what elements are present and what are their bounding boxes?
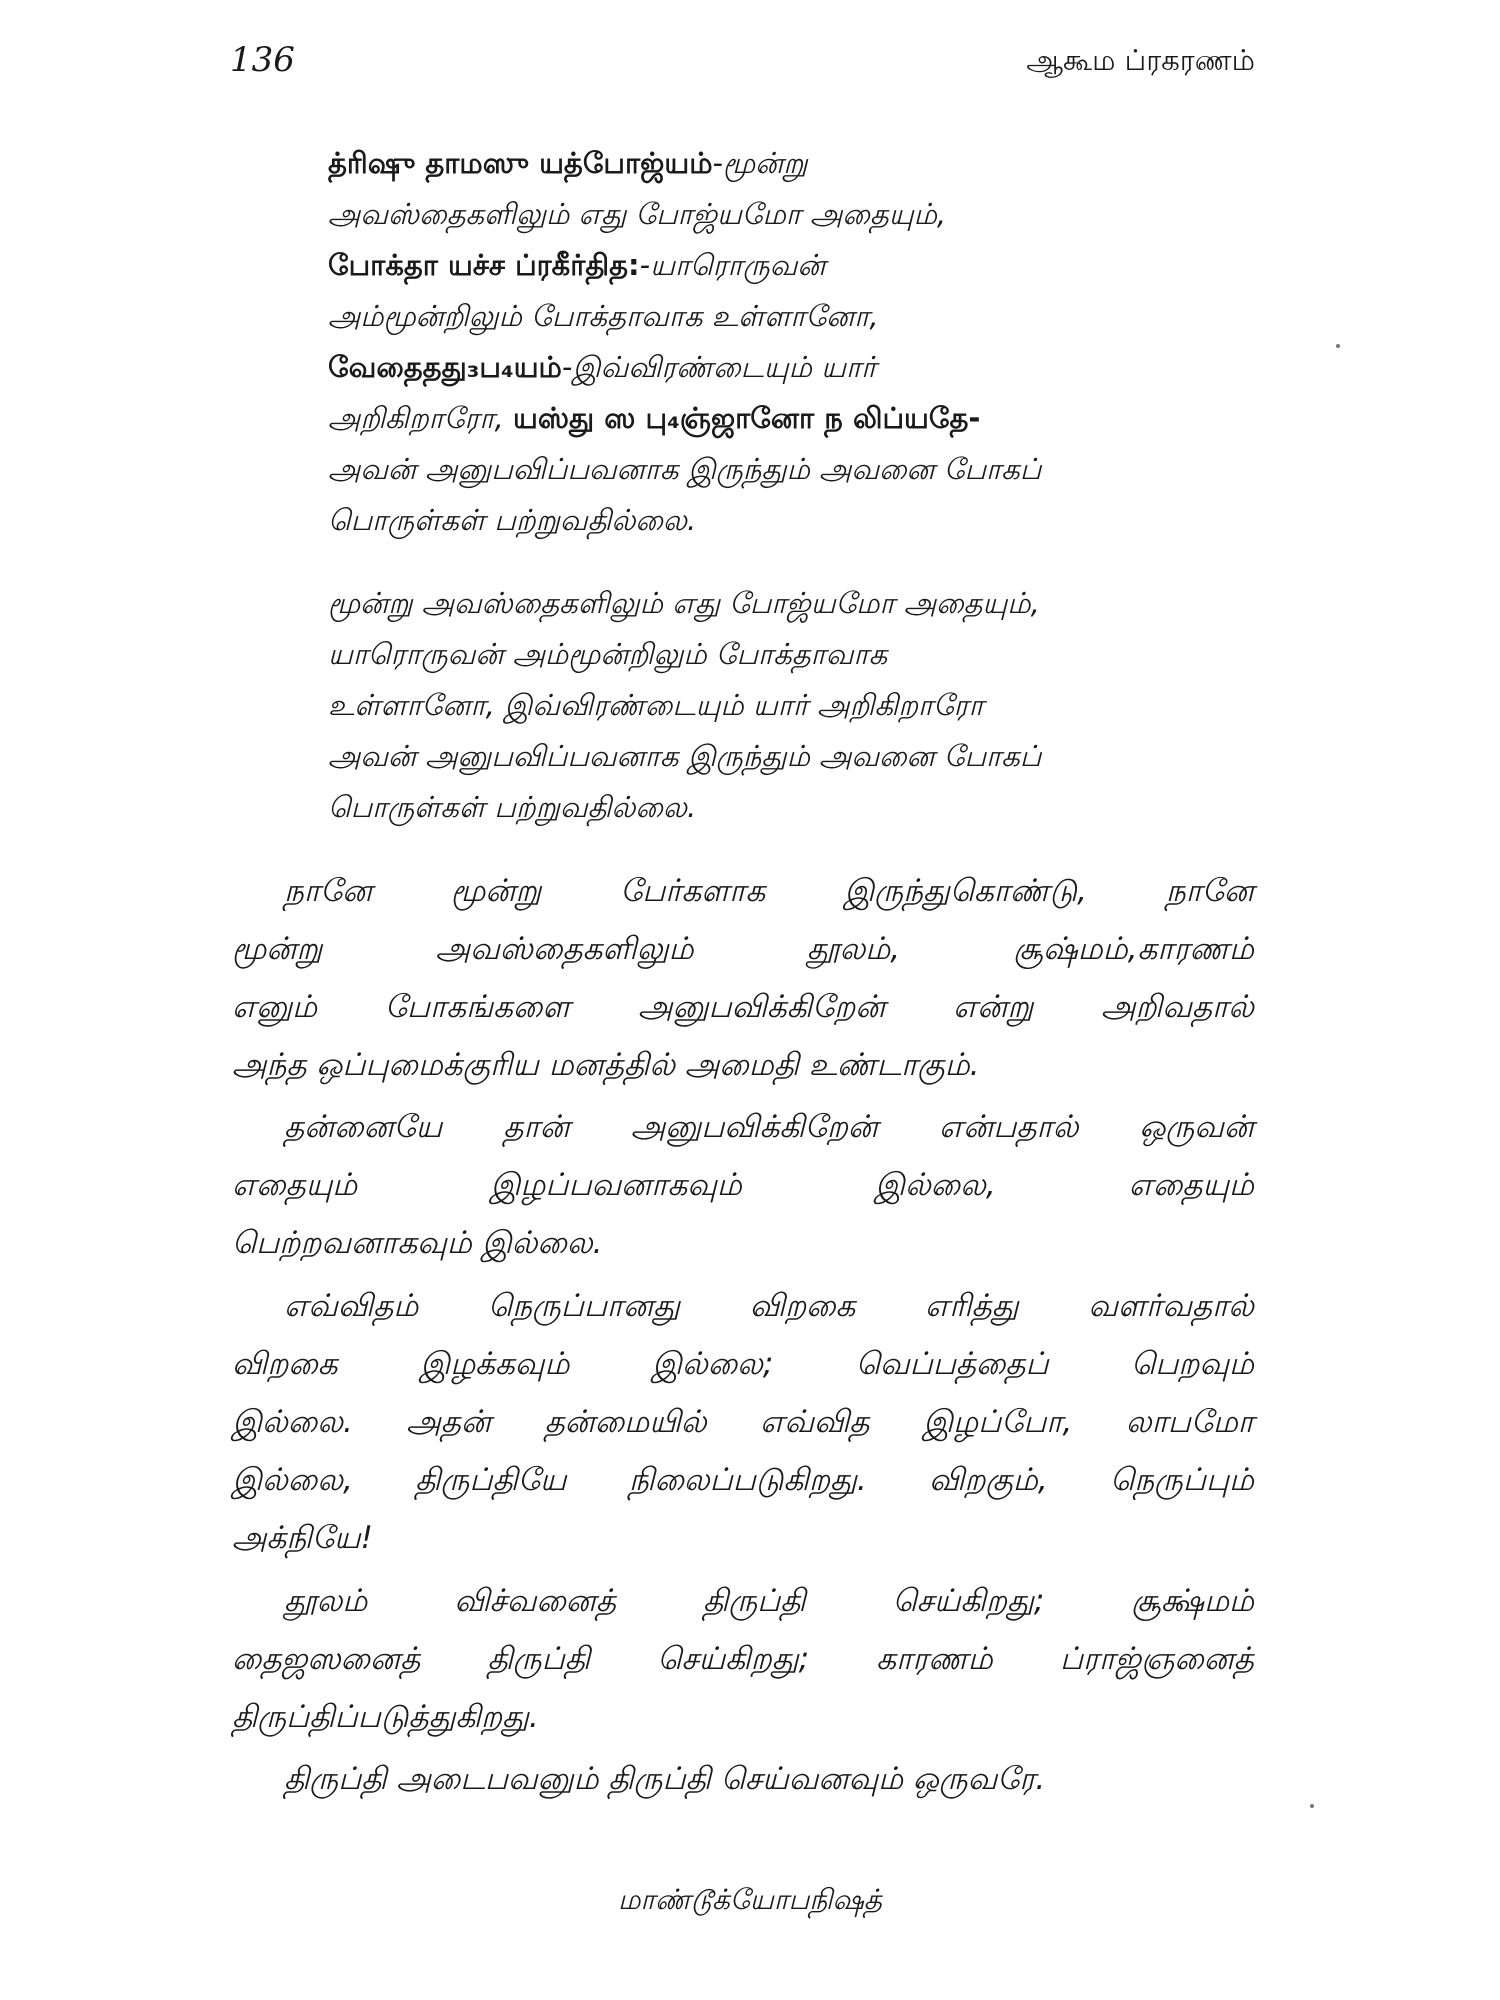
paragraph-4 bbox=[232, 1572, 1254, 1746]
tamil-gloss: அவன் அனுபவிப்பவனாக இருந்தும் அவனை போகப் bbox=[328, 452, 1042, 486]
commentary-line: அவன் அனுபவிப்பவனாக இருந்தும் அவனை போகப் bbox=[328, 739, 1042, 773]
paragraph-line: விறகை இழக்கவும் இல்லை; வெப்பத்தைப் பெறவும் bbox=[232, 1346, 1254, 1382]
sanskrit-term: வேதைதது₃ப₄யம் bbox=[328, 350, 562, 384]
commentary-line bbox=[328, 138, 1263, 189]
print-speck bbox=[1310, 1804, 1314, 1808]
paragraph-line: திருப்தி அடைபவனும் திருப்தி செய்வனவும் ஒருவரே. bbox=[284, 1761, 1046, 1797]
paragraph-line: மூன்று அவஸ்தைகளிலும் தூலம், சூஷ்மம்,காரணம் bbox=[232, 931, 1254, 967]
sanskrit-term: யஸ்து ஸ பு₄ஞ்ஜானோ ந லிப்யதே- bbox=[513, 401, 981, 435]
paragraph-1 bbox=[232, 862, 1254, 1094]
paragraph-line: நானே மூன்று பேர்களாக இருந்துகொண்டு, நானே bbox=[284, 873, 1254, 909]
commentary-block-1 bbox=[328, 138, 1263, 546]
tamil-gloss: அவஸ்தைகளிலும் எது போஜ்யமோ அதையும், bbox=[328, 197, 947, 231]
commentary-block-2 bbox=[328, 578, 1263, 833]
tamil-gloss: -யாரொருவன் bbox=[639, 248, 826, 282]
paragraph-line: தூலம் விச்வனைத் திருப்தி செய்கிறது; சூக்ஷ்மம் bbox=[284, 1583, 1254, 1619]
tamil-gloss: அறிகிறாரோ, bbox=[328, 401, 513, 435]
paragraph-2 bbox=[232, 1098, 1254, 1272]
paragraph-5 bbox=[232, 1750, 1254, 1808]
sanskrit-term: போக்தா யச்ச ப்ரகீர்தித: bbox=[328, 248, 640, 282]
sanskrit-term: த்ரிஷு தாமஸு யத்போஜ்யம் bbox=[328, 146, 713, 180]
paragraph-line: இல்லை. அதன் தன்மையில் எவ்வித இழப்போ, லாபமோ bbox=[232, 1404, 1254, 1440]
paragraph-line: திருப்திப்படுத்துகிறது. bbox=[232, 1699, 539, 1735]
paragraph-line: அக்நியே! bbox=[232, 1520, 373, 1556]
paragraph-line: பெற்றவனாகவும் இல்லை. bbox=[232, 1225, 603, 1261]
commentary-line: உள்ளானோ, இவ்விரண்டையும் யார் அறிகிறாரோ bbox=[328, 688, 984, 722]
tamil-gloss: -மூன்று bbox=[712, 146, 808, 180]
tamil-gloss: பொருள்கள் பற்றுவதில்லை. bbox=[328, 503, 697, 537]
commentary-line bbox=[328, 291, 1263, 342]
commentary-line: யாரொருவன் அம்மூன்றிலும் போக்தாவாக bbox=[328, 637, 888, 671]
tamil-gloss: அம்மூன்றிலும் போக்தாவாக உள்ளானோ, bbox=[328, 299, 879, 333]
paragraph-line: அந்த ஒப்புமைக்குரிய மனத்தில் அமைதி உண்டாகும். bbox=[232, 1047, 980, 1083]
print-speck bbox=[1336, 344, 1340, 348]
paragraph-3 bbox=[232, 1277, 1254, 1567]
commentary-line: பொருள்கள் பற்றுவதில்லை. bbox=[328, 790, 697, 824]
tamil-gloss: -இவ்விரண்டையும் யார் bbox=[561, 350, 877, 384]
commentary-line bbox=[328, 342, 1263, 393]
paragraph-line: தைஜஸனைத் திருப்தி செய்கிறது; காரணம் ப்ராஜ்ஞனைத் bbox=[232, 1641, 1254, 1677]
paragraph-line: எதையும் இழப்பவனாகவும் இல்லை, எதையும் bbox=[232, 1167, 1254, 1203]
page-number: 136 bbox=[230, 40, 295, 80]
running-head: ஆகூம ப்ரகரணம் bbox=[1026, 43, 1255, 77]
paragraph-line: எவ்விதம் நெருப்பானது விறகை எரித்து வளர்வதால் bbox=[284, 1288, 1254, 1324]
paragraph-line: இல்லை, திருப்தியே நிலைப்படுகிறது. விறகும், நெருப்பும் bbox=[232, 1462, 1254, 1498]
page-header bbox=[230, 40, 1255, 90]
commentary-line bbox=[328, 495, 1263, 546]
commentary-line bbox=[328, 240, 1263, 291]
page-footer-title: மாண்டூக்யோபநிஷத் bbox=[617, 1883, 883, 1916]
paragraph-line: தன்னையே தான் அனுபவிக்கிறேன் என்பதால் ஒருவன் bbox=[284, 1109, 1254, 1145]
commentary-line bbox=[328, 189, 1263, 240]
commentary-line bbox=[328, 444, 1263, 495]
paragraph-line: எனும் போகங்களை அனுபவிக்கிறேன் என்று அறிவதால் bbox=[232, 989, 1254, 1025]
commentary-line: மூன்று அவஸ்தைகளிலும் எது போஜ்யமோ அதையும், bbox=[328, 586, 1040, 620]
commentary-line bbox=[328, 393, 1263, 444]
